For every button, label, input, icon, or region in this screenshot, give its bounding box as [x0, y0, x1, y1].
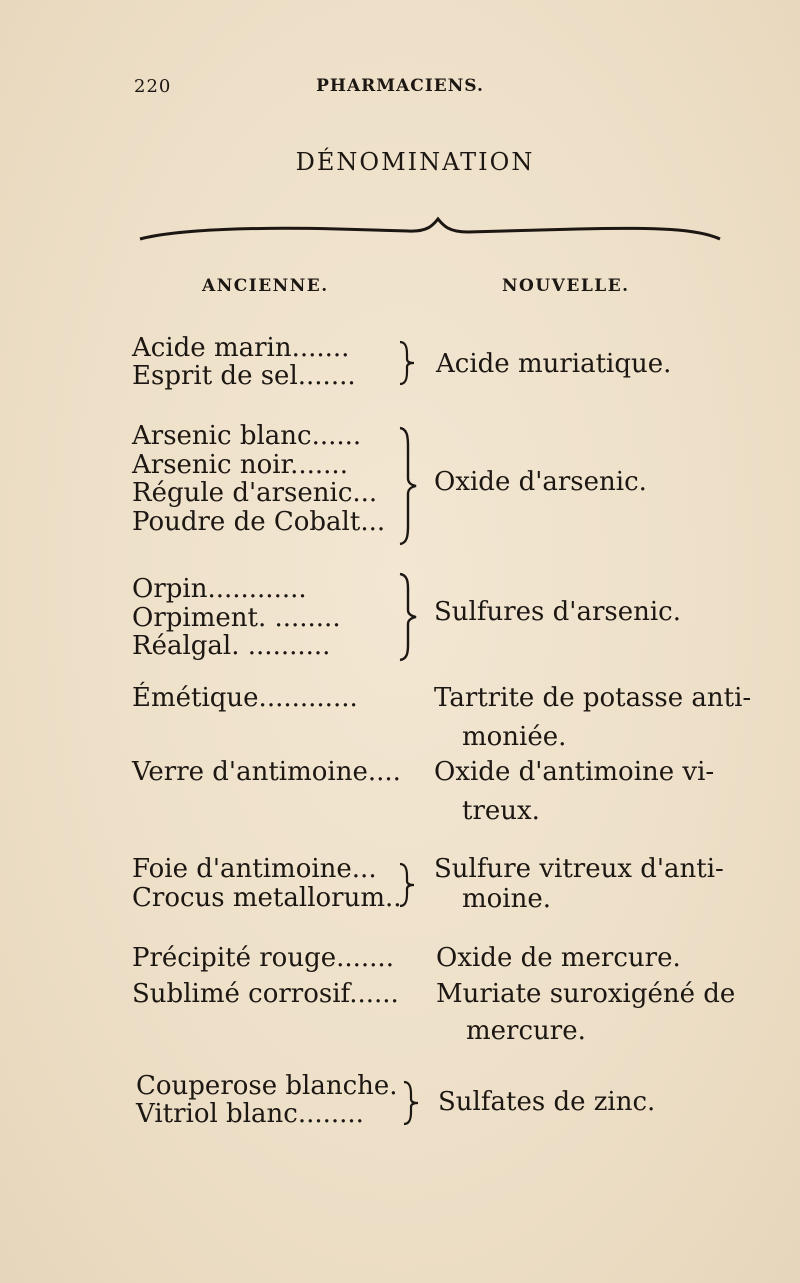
brace-icon [396, 572, 420, 662]
brace-icon [396, 340, 418, 386]
old-name: Vitriol blanc........ [136, 1099, 364, 1129]
old-name: Sublimé corrosif...... [132, 979, 399, 1009]
new-name: Muriate suroxigéné de [436, 979, 736, 1009]
new-name-continuation: moniée. [462, 722, 567, 752]
new-name: Oxide de mercure. [436, 943, 681, 973]
old-name: Poudre de Cobalt... [132, 507, 386, 537]
old-name: Arsenic blanc...... [132, 421, 362, 451]
old-name: Émétique............ [132, 683, 358, 713]
new-name: Oxide d'antimoine vi- [434, 757, 715, 787]
horizontal-brace-icon [138, 205, 723, 245]
old-name: Régule d'arsenic... [132, 478, 378, 508]
column-header-new: NOUVELLE. [502, 276, 630, 296]
new-name-continuation: moine. [462, 884, 552, 914]
new-name: Sulfure vitreux d'anti- [434, 854, 724, 884]
old-name: Orpin............ [132, 574, 307, 604]
new-name-continuation: treux. [462, 796, 540, 826]
old-name: Précipité rouge....... [132, 943, 394, 973]
brace-icon [396, 426, 420, 546]
old-name: Verre d'antimoine.... [132, 757, 401, 787]
column-header-old: ANCIENNE. [202, 276, 329, 296]
running-head: PHARMACIENS. [316, 76, 484, 96]
old-name: Arsenic noir....... [132, 450, 348, 480]
new-name: Acide muriatique. [436, 349, 672, 379]
new-name: Tartrite de potasse anti- [434, 683, 752, 713]
old-name: Foie d'antimoine... [132, 854, 377, 884]
page-number: 220 [134, 76, 172, 97]
new-name: Oxide d'arsenic. [434, 467, 647, 497]
old-name: Esprit de sel....... [132, 361, 356, 391]
old-name: Acide marin....... [132, 333, 350, 363]
page-title: DÉNOMINATION [295, 148, 535, 176]
old-name: Crocus metallorum.. [132, 883, 402, 913]
brace-icon [396, 862, 418, 908]
brace-icon [400, 1080, 422, 1126]
new-name: Sulfures d'arsenic. [434, 597, 681, 627]
new-name: Sulfates de zinc. [438, 1087, 656, 1117]
old-name: Couperose blanche. [136, 1071, 398, 1101]
old-name: Réalgal. .......... [132, 631, 331, 661]
new-name-continuation: mercure. [466, 1016, 586, 1046]
old-name: Orpiment. ........ [132, 603, 341, 633]
